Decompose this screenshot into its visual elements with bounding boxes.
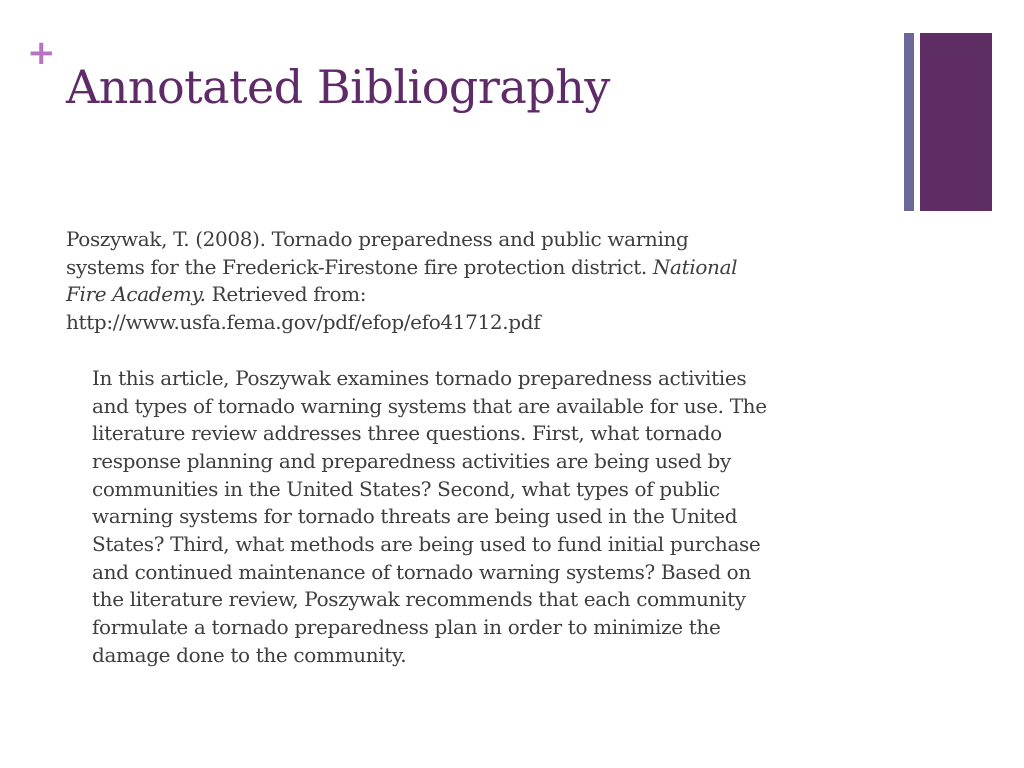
citation-url: http://www.usfa.fema.gov/pdf/efop/efo41712.pdf bbox=[66, 310, 541, 335]
citation-publisher-part-2: Fire Academy. bbox=[66, 282, 206, 307]
summary-line: the literature review, Poszywak recommends that each community bbox=[92, 587, 746, 612]
summary-line: warning systems for tornado threats are being used in the United bbox=[92, 504, 738, 529]
plus-icon: + bbox=[27, 33, 56, 73]
slide-title: Annotated Bibliography bbox=[66, 60, 610, 114]
citation bbox=[66, 226, 902, 337]
decorative-bar-thin bbox=[904, 33, 914, 211]
summary-line: damage done to the community. bbox=[92, 642, 407, 667]
summary-line: In this article, Poszywak examines tornado preparedness activities bbox=[92, 365, 747, 390]
citation-line-2 bbox=[66, 254, 902, 282]
citation-source-text: systems for the Frederick-Firestone fire protection district. bbox=[66, 254, 647, 279]
slide-body bbox=[66, 226, 902, 670]
summary-line: response planning and preparedness activities are being used by bbox=[92, 448, 731, 473]
citation-line-3 bbox=[66, 281, 902, 309]
decorative-bar-thick bbox=[920, 33, 992, 211]
annotation-summary bbox=[92, 365, 902, 670]
summary-line: formulate a tornado preparedness plan in order to minimize the bbox=[92, 615, 721, 640]
summary-line: literature review addresses three questions. First, what tornado bbox=[92, 421, 722, 446]
citation-retrieved-text: Retrieved from: bbox=[211, 282, 367, 307]
citation-line-1: Poszywak, T. (2008). Tornado preparedness and public warning bbox=[66, 227, 689, 251]
citation-publisher-part-1: National bbox=[652, 254, 738, 279]
summary-line: States? Third, what methods are being used to fund initial purchase bbox=[92, 532, 761, 557]
summary-line: and continued maintenance of tornado warning systems? Based on bbox=[92, 559, 751, 584]
summary-line: communities in the United States? Second, what types of public bbox=[92, 476, 720, 501]
summary-line: and types of tornado warning systems that are available for use. The bbox=[92, 393, 767, 418]
